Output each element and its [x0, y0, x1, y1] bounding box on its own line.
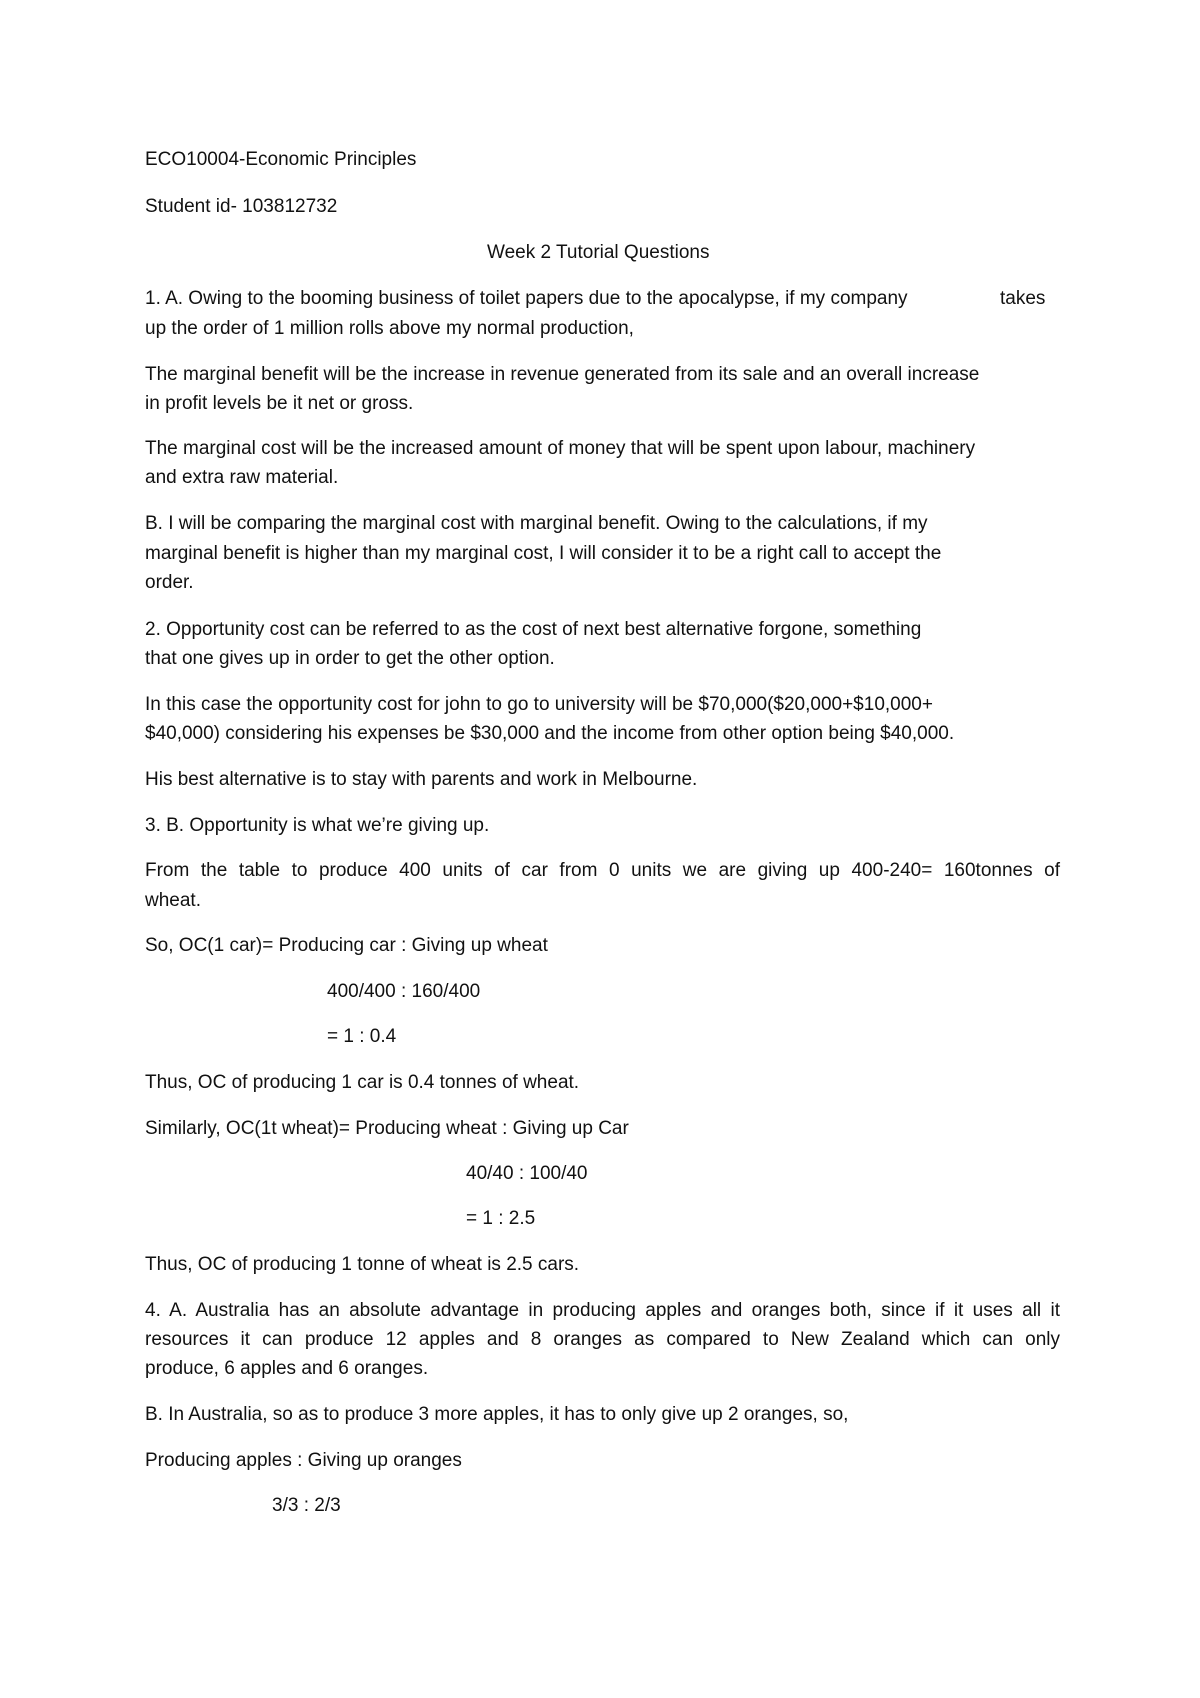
q3-ratio-2-result: = 1 : 2.5: [466, 1208, 536, 1229]
q2-line-1: 2. Opportunity cost can be referred to as the cost of next best alternative forgone, something: [145, 619, 922, 640]
q3-line-8: Similarly, OC(1t wheat)= Producing wheat : Giving up Car: [145, 1118, 629, 1139]
q3-ratio-1: 400/400 : 160/400: [327, 981, 481, 1002]
q3-line-4: So, OC(1 car)= Producing car : Giving up wheat: [145, 935, 548, 956]
q1-cost-line-1: The marginal cost will be the increased amount of money that will be spent upon labour, machinery: [145, 438, 976, 459]
q1a-line-1-end: takes: [1000, 288, 1046, 309]
q3-line-7: Thus, OC of producing 1 car is 0.4 tonnes of wheat.: [145, 1072, 580, 1093]
q1-cost-line-2: and extra raw material.: [145, 467, 339, 488]
q3-line-11: Thus, OC of producing 1 tonne of wheat is 2.5 cars.: [145, 1254, 580, 1275]
q3-line-3: wheat.: [145, 890, 201, 911]
q4b-line-2: Producing apples : Giving up oranges: [145, 1450, 462, 1471]
q4a-line-2: resources it can produce 12 apples and 8 oranges as compared to New Zealand which can only: [145, 1329, 1060, 1350]
q4a-line-3: produce, 6 apples and 6 oranges.: [145, 1358, 429, 1379]
q1b-line-2: marginal benefit is higher than my marginal cost, I will consider it to be a right call to accept the: [145, 543, 942, 564]
student-id: Student id- 103812732: [145, 196, 338, 217]
q1-benefit-line-1: The marginal benefit will be the increase in revenue generated from its sale and an overall increase: [145, 364, 980, 385]
q1b-line-1: B. I will be comparing the marginal cost with marginal benefit. Owing to the calculations, if my: [145, 513, 928, 534]
q3-line-1: 3. B. Opportunity is what we’re giving up.: [145, 815, 490, 836]
q4b-line-1: B. In Australia, so as to produce 3 more apples, it has to only give up 2 oranges, so,: [145, 1404, 849, 1425]
q1b-line-3: order.: [145, 572, 194, 593]
q4b-ratio: 3/3 : 2/3: [272, 1495, 341, 1516]
q3-ratio-1-result: = 1 : 0.4: [327, 1026, 397, 1047]
page-title: Week 2 Tutorial Questions: [487, 242, 710, 263]
q2-line-2: that one gives up in order to get the other option.: [145, 648, 555, 669]
q1-benefit-line-2: in profit levels be it net or gross.: [145, 393, 414, 414]
q3-ratio-2: 40/40 : 100/40: [466, 1163, 588, 1184]
q1a-line-2: up the order of 1 million rolls above my normal production,: [145, 318, 634, 339]
q2-line-4: $40,000) considering his expenses be $30,000 and the income from other option being $40,000.: [145, 723, 955, 744]
q2-line-5: His best alternative is to stay with parents and work in Melbourne.: [145, 769, 698, 790]
q3-line-2: From the table to produce 400 units of car from 0 units we are giving up 400-240= 160tonnes of: [145, 860, 1060, 881]
course-title: ECO10004-Economic Principles: [145, 149, 417, 170]
q1a-line-1: 1. A. Owing to the booming business of toilet papers due to the apocalypse, if my company: [145, 288, 908, 309]
q2-line-3: In this case the opportunity cost for john to go to university will be $70,000($20,000+$10,000+: [145, 694, 933, 715]
q4a-line-1: 4. A. Australia has an absolute advantage in producing apples and oranges both, since if it uses all it: [145, 1300, 1060, 1321]
